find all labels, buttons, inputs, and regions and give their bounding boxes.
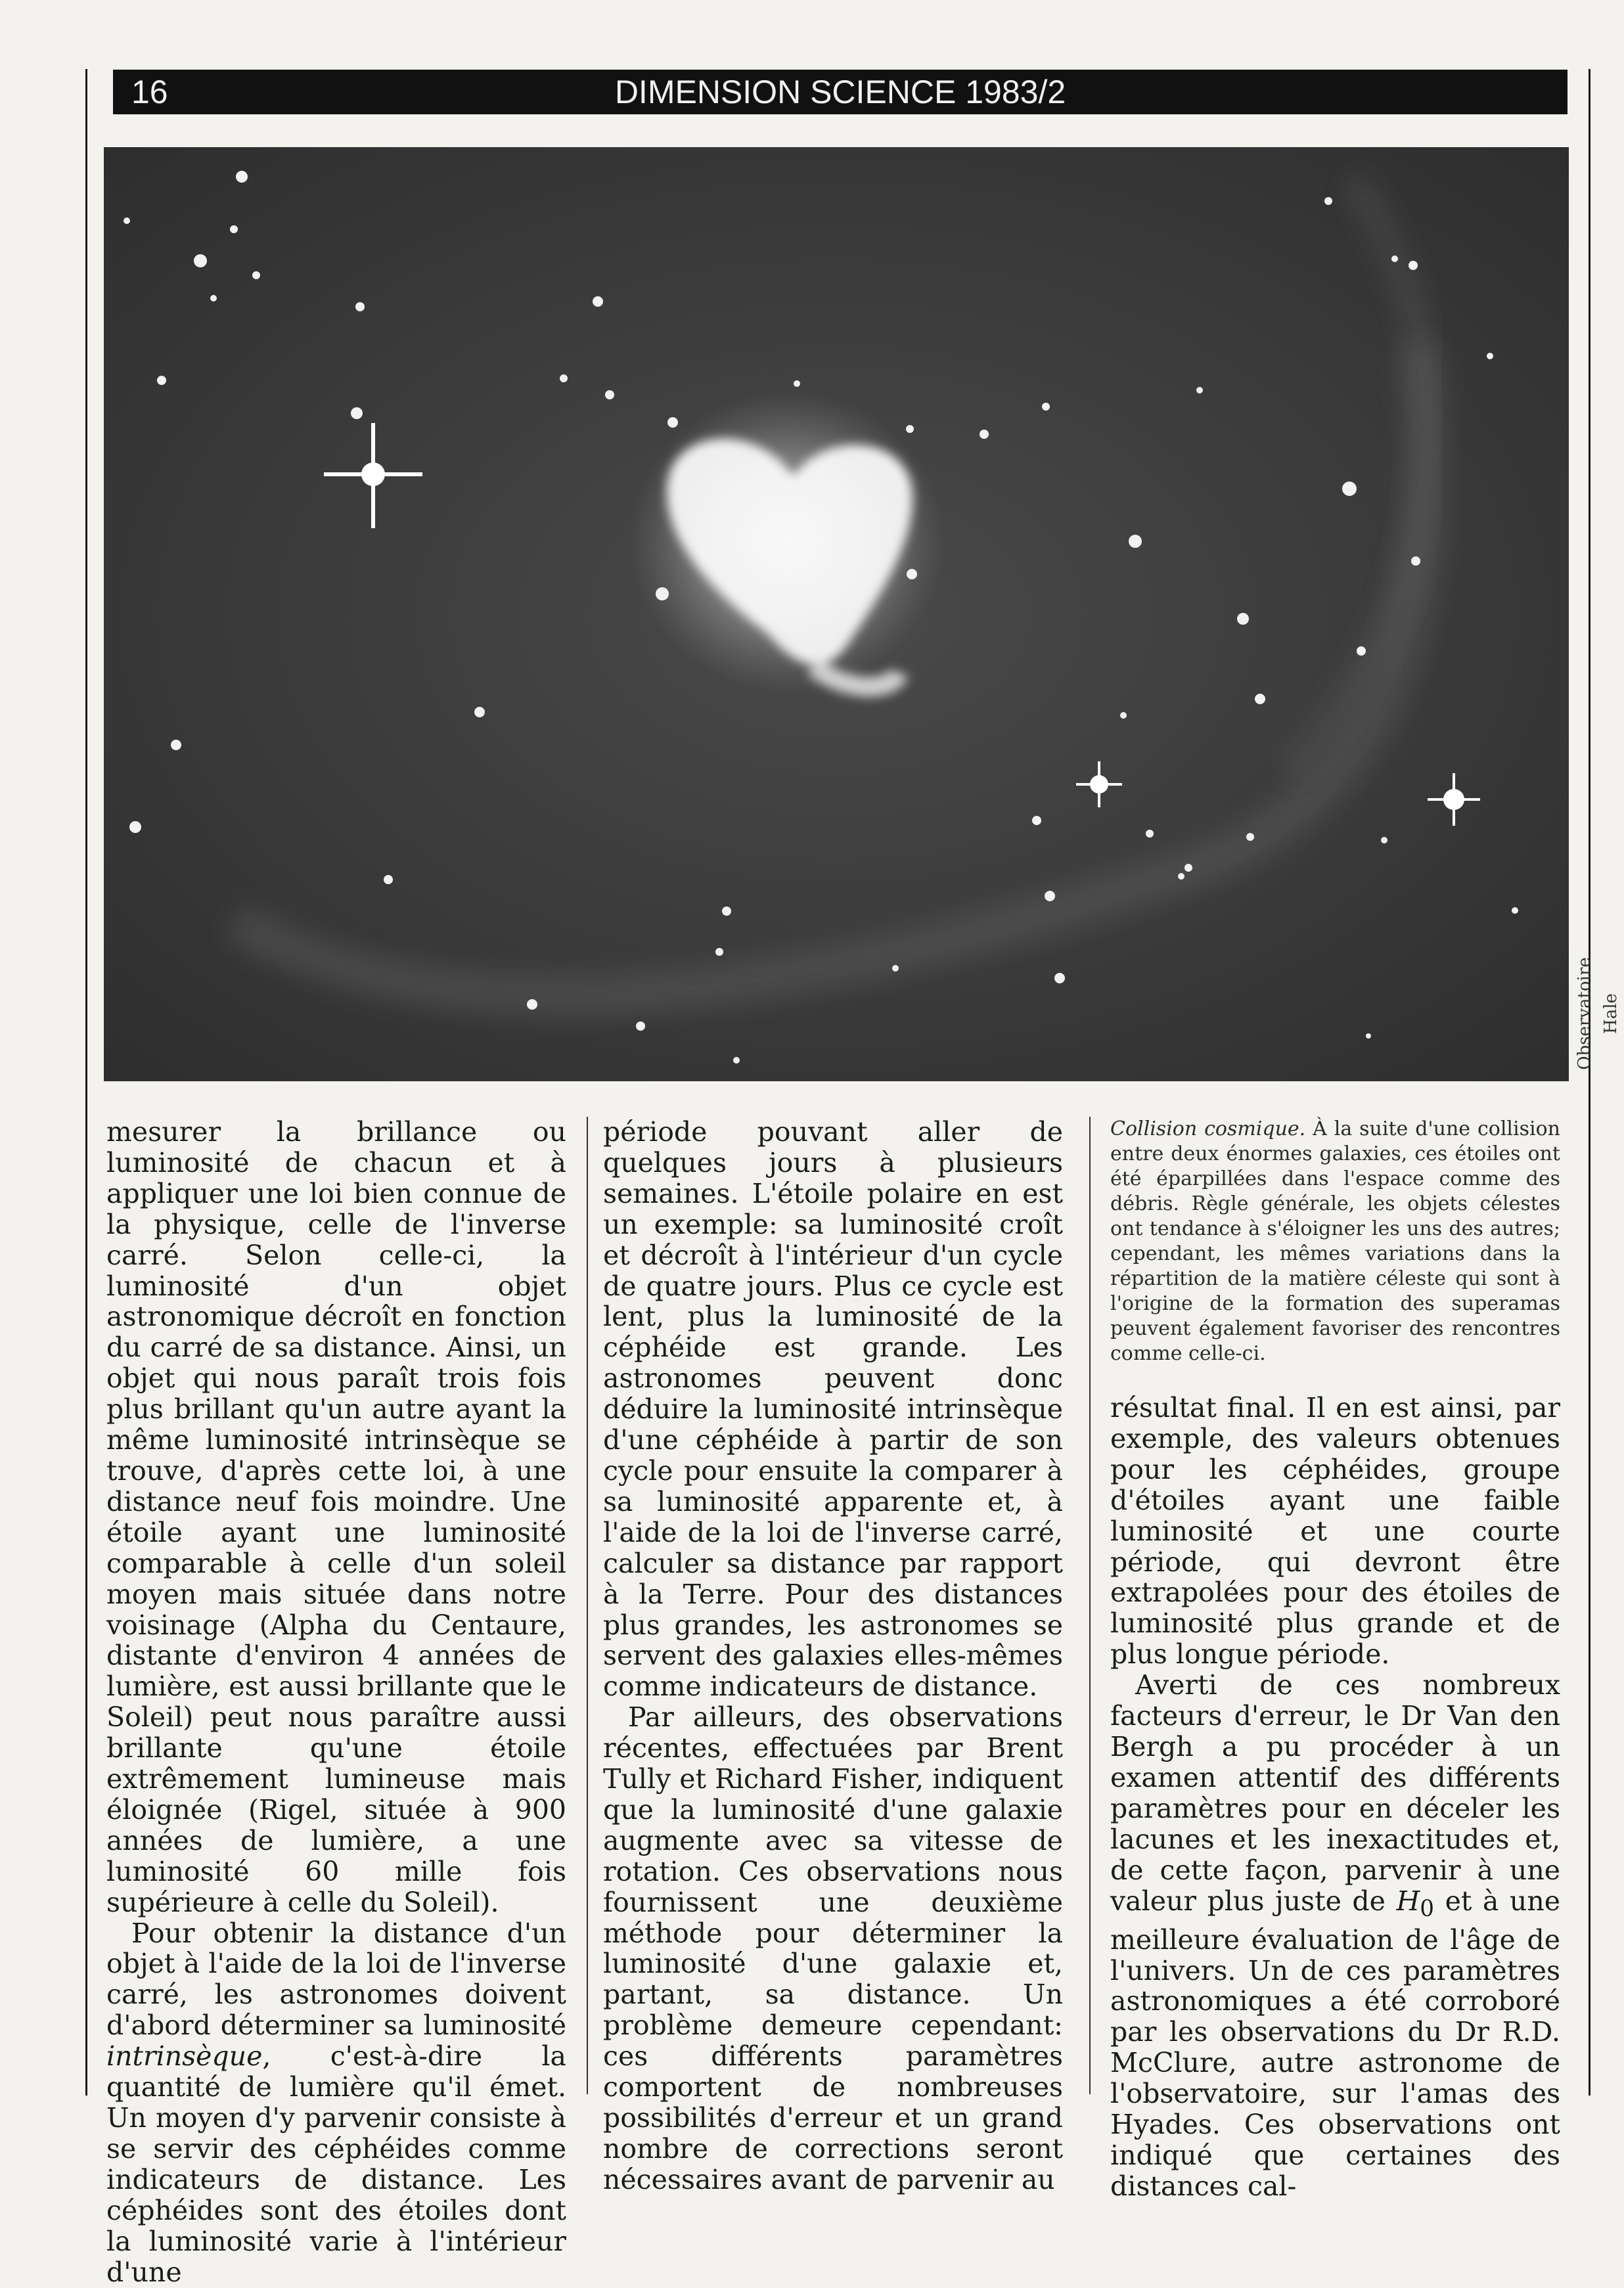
paragraph bbox=[106, 1918, 566, 2288]
text-column-2 bbox=[603, 1117, 1063, 2195]
paragraph: mesurer la brillance ou luminosité de chacun et à appliquer une loi bien connue de la physique, celle de l'inverse carré. Selon celle-ci, la luminosité d'un objet astronomique décroît en fonction du carré de sa distance. Ainsi, un objet qui nous paraît trois fois plus brillant qu'un autre ayant la même luminosité intrinsèque se trouve, d'après cette loi, à une distance neuf fois moindre. Une étoile ayant une luminosité comparable à celle d'un soleil moyen mais située dans notre voisinage (Alpha du Centaure, distante d'environ 4 années de lumière, est aussi brillante que le Soleil) peut nous paraître aussi brillante qu'une étoile extrêmement lumineuse mais éloignée (Rigel, située à 900 années de lumière, a une luminosité 60 mille fois supérieure à celle du Soleil). bbox=[106, 1116, 566, 1918]
text-column-1 bbox=[106, 1117, 566, 2287]
paragraph: résultat final. Il en est ainsi, par exemple, des valeurs obtenues pour les céphéides, groupe d'étoiles ayant une faible luminosité et une courte période, qui devront être extrapolées pour des étoiles de luminosité plus grande et de plus longue période. bbox=[1110, 1392, 1560, 1671]
text-run: Pour obtenir la distance d'un objet à l'aide de la loi de l'inverse carré, les astronomes doivent d'abord déterminer sa luminosité bbox=[106, 1917, 566, 2042]
text-run: Averti de ces nombreux facteurs d'erreur, le Dr Van den Bergh a pu procéder à un examen attentif des différents paramètres pour en déceler les lacunes et les inexactitudes et, de cette façon, parvenir à une valeur plus juste de bbox=[1110, 1669, 1560, 1917]
paragraph: période pouvant aller de quelques jours à plusieurs semaines. L'étoile polaire en est un exemple: sa luminosité croît et décroît à l'intérieur d'un cycle de quatre jours. Plus ce cycle est lent, plus la luminosité de la céphéide est grande. Les astronomes peuvent donc déduire la luminosité intrinsèque d'une céphéide à partir de son cycle pour ensuite la comparer à sa luminosité apparente et, à l'aide de la loi de l'inverse carré, calculer sa distance par rapport à la Terre. Pour des distances plus grandes, les astronomes se servent des galaxies elles-mêmes comme indicateurs de distance. bbox=[603, 1116, 1063, 1703]
galaxy-collision-photo bbox=[104, 147, 1569, 1081]
page-number: 16 bbox=[131, 74, 168, 110]
hubble-constant-subscript: 0 bbox=[1420, 1895, 1435, 1922]
paragraph bbox=[1110, 1670, 1560, 2202]
publication-title: DIMENSION SCIENCE 1983/2 bbox=[614, 74, 1066, 110]
left-margin-rule bbox=[85, 69, 87, 2096]
column-divider bbox=[587, 1117, 588, 2094]
paragraph: Par ailleurs, des observations récentes, effectuées par Brent Tully et Richard Fisher, indiquent que la luminosité d'une galaxie augmente avec sa vitesse de rotation. Ces observations nous fournissent une deuxième méthode pour déterminer la luminosité d'une galaxie et, partant, sa distance. Un problème demeure cependant: ces différents paramètres comportent de nombreuses possibilités d'erreur et un grand nombre de corrections seront nécessaires avant de parvenir au bbox=[603, 1701, 1063, 2195]
figure-caption bbox=[1110, 1117, 1560, 1366]
column-divider bbox=[1089, 1117, 1091, 2094]
hubble-constant-symbol: H bbox=[1396, 1885, 1420, 1917]
caption-title: Collision cosmique. bbox=[1110, 1117, 1306, 1140]
text-run: , c'est-à-dire la quantité de lumière qu'il émet. Un moyen d'y parvenir consiste à se servir des céphéides comme indicateurs de distance. Les céphéides sont des étoiles dont la luminosité varie à l'intérieur d'une bbox=[106, 2040, 566, 2288]
caption-text: À la suite d'une collision entre deux énormes galaxies, ces étoiles ont été éparpillées dans l'espace comme des débris. Règle générale, les objets célestes ont tendance à s'éloigner les uns des autres; cependant, les mêmes variations dans la répartition de la matière céleste qui sont à l'origine de la formation des superamas peuvent également favoriser des rencontres comme celle-ci. bbox=[1110, 1117, 1560, 1365]
photo-credit: Observatoire Hale bbox=[1575, 957, 1621, 1070]
italic-term: intrinsèque bbox=[106, 2040, 263, 2073]
page-header bbox=[113, 70, 1568, 114]
text-column-3 bbox=[1110, 1117, 1560, 2202]
text-run: et à une meilleure évaluation de l'âge de l'univers. Un de ces paramètres astronomiques a été corroboré par les observations du Dr R.D. McClure, autre astronome de l'observatoire, sur l'amas des Hyades. Ces observations ont indiqué que certaines des distances cal- bbox=[1110, 1885, 1560, 2202]
